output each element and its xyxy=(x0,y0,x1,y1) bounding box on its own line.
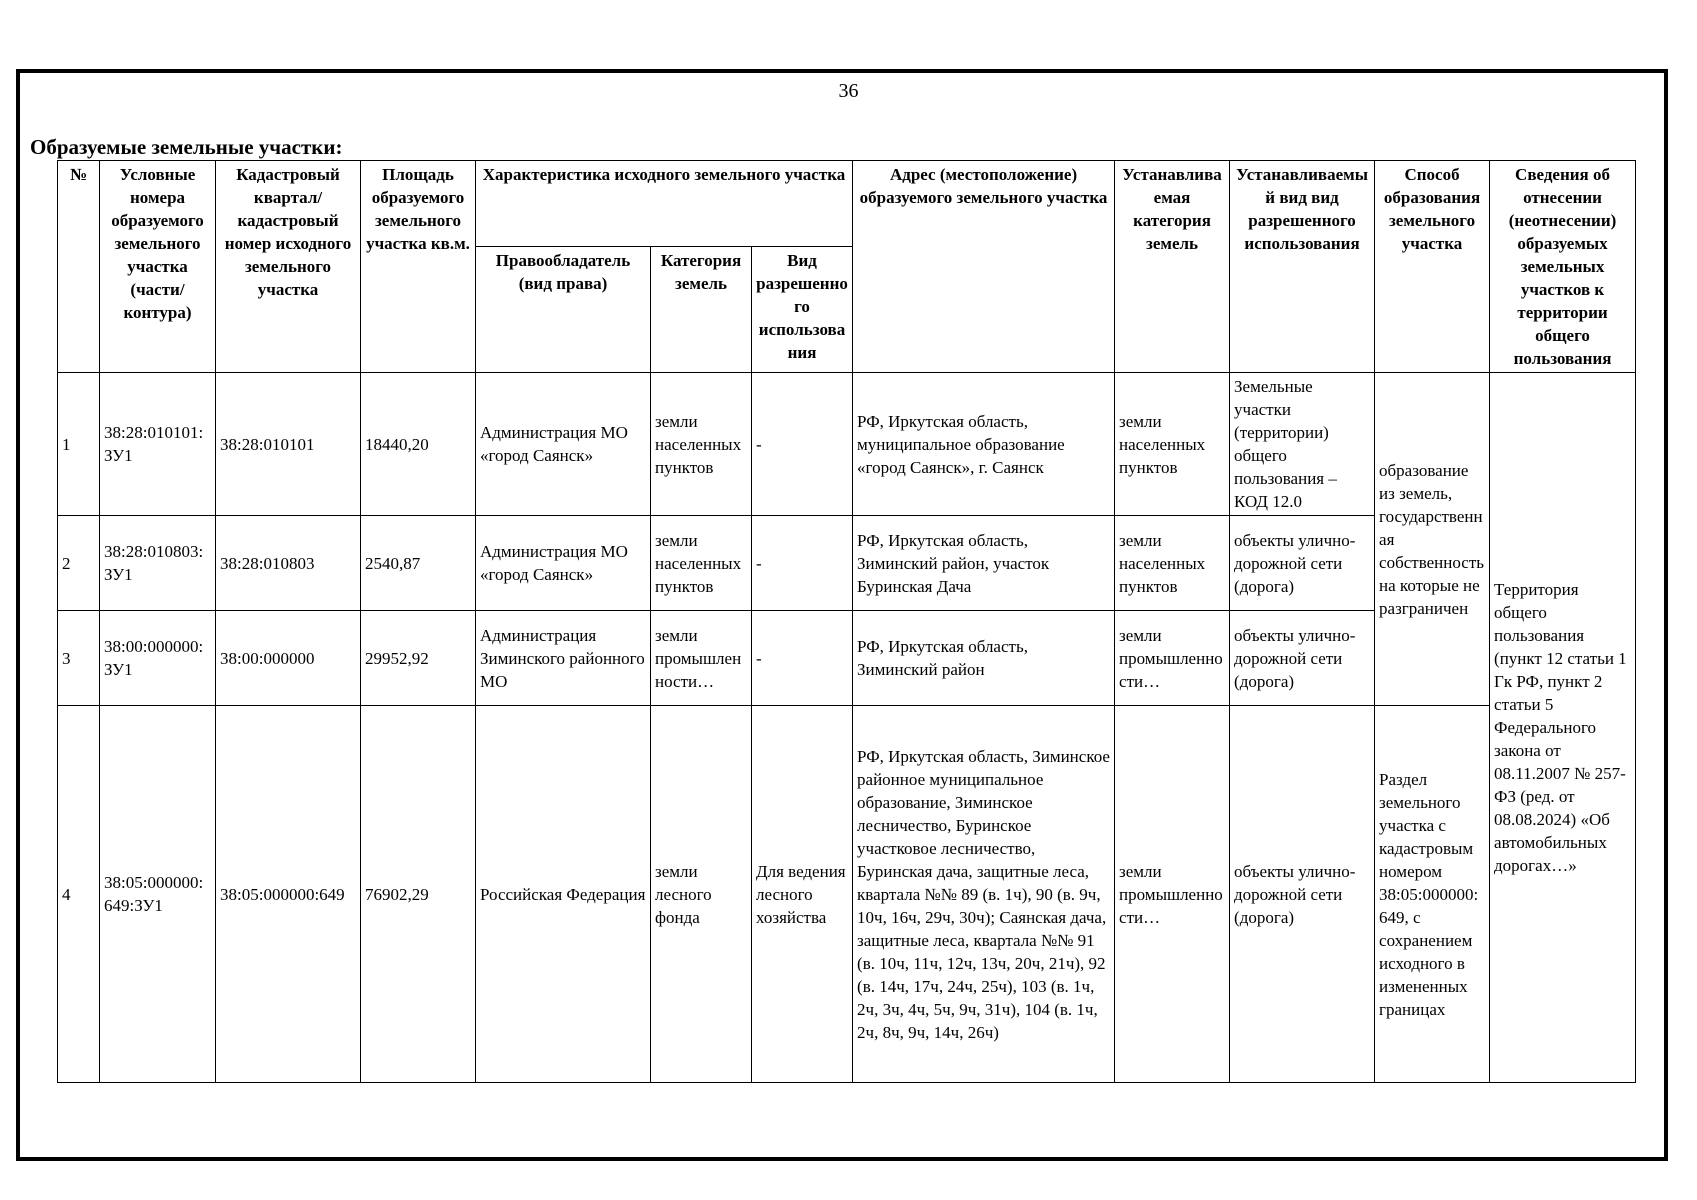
row-category: земли населенных пунктов xyxy=(651,516,752,611)
header-owner: Правообладатель (вид права) xyxy=(476,247,651,373)
document-title: Образуемые земельные участки: xyxy=(30,135,343,159)
header-public-info: Сведения об отнесении (неотнесении) образуемых земельных участков к территории общего пользования xyxy=(1490,161,1636,373)
row-owner: Российская Федерация xyxy=(476,706,651,1083)
row-area: 29952,92 xyxy=(361,611,476,706)
row-num: 1 xyxy=(58,373,100,516)
header-method: Способ образования земельного участка xyxy=(1375,161,1490,373)
row-area: 76902,29 xyxy=(361,706,476,1083)
row-address: РФ, Иркутская область, Зиминский район xyxy=(853,611,1115,706)
row-owner: Администрация Зиминского районного МО xyxy=(476,611,651,706)
header-set-category: Устанавливаемая категория земель xyxy=(1115,161,1230,373)
header-row-1 xyxy=(58,161,1636,247)
row-permitted-use: - xyxy=(752,516,853,611)
row-owner: Администрация МО «город Саянск» xyxy=(476,373,651,516)
row-conditional-number: 38:05:000000:649:ЗУ1 xyxy=(100,706,216,1083)
header-area: Площадь образуемого земельного участка кв.м. xyxy=(361,161,476,373)
row-permitted-use: - xyxy=(752,373,853,516)
row-cadastral: 38:28:010803 xyxy=(216,516,361,611)
row-set-use: объекты улично-дорожной сети (дорога) xyxy=(1230,611,1375,706)
public-info-cell: Территория общего пользования (пункт 12 статьи 1 Гк РФ, пункт 2 статьи 5 Федерального закона от 08.11.2007 № 257-ФЗ (ред. от 08.08.2024) «Об автомобильных дорогах…» xyxy=(1490,373,1636,1083)
row-permitted-use: - xyxy=(752,611,853,706)
table-row xyxy=(58,373,1636,516)
header-source-characteristics: Характеристика исходного земельного участка xyxy=(476,161,853,247)
row-set-use: Земельные участки (территории) общего пользования – КОД 12.0 xyxy=(1230,373,1375,516)
table-row xyxy=(58,706,1636,1083)
row-cadastral: 38:00:000000 xyxy=(216,611,361,706)
header-address: Адрес (местоположение) образуемого земельного участка xyxy=(853,161,1115,373)
row-set-category: земли промышленности… xyxy=(1115,611,1230,706)
row-set-category: земли населенных пунктов xyxy=(1115,516,1230,611)
row-cadastral: 38:28:010101 xyxy=(216,373,361,516)
row-conditional-number: 38:00:000000:ЗУ1 xyxy=(100,611,216,706)
header-num: № xyxy=(58,161,100,373)
row-conditional-number: 38:28:010803:ЗУ1 xyxy=(100,516,216,611)
row-category: земли населенных пунктов xyxy=(651,373,752,516)
row-cadastral: 38:05:000000:649 xyxy=(216,706,361,1083)
method-cell-row-4: Раздел земельного участка с кадастровым номером 38:05:000000:649, с сохранением исходного в измененных границах xyxy=(1375,706,1490,1083)
land-plots-table xyxy=(57,160,1636,1083)
row-owner: Администрация МО «город Саянск» xyxy=(476,516,651,611)
page-number: 36 xyxy=(838,80,859,102)
row-address: РФ, Иркутская область, Зиминский район, участок Буринская Дача xyxy=(853,516,1115,611)
row-num: 4 xyxy=(58,706,100,1083)
row-set-use: объекты улично-дорожной сети (дорога) xyxy=(1230,706,1375,1083)
header-cadastral: Кадастровый квартал/кадастровый номер исходного земельного участка xyxy=(216,161,361,373)
row-num: 3 xyxy=(58,611,100,706)
row-set-category: земли промышленности… xyxy=(1115,706,1230,1083)
row-set-category: земли населенных пунктов xyxy=(1115,373,1230,516)
header-conditional-number: Условные номера образуемого земельного участка (части/контура) xyxy=(100,161,216,373)
header-category: Категория земель xyxy=(651,247,752,373)
row-category: земли промышленности… xyxy=(651,611,752,706)
row-address: РФ, Иркутская область, муниципальное образование «город Саянск», г. Саянск xyxy=(853,373,1115,516)
header-set-use: Устанавливаемый вид вид разрешенного использования xyxy=(1230,161,1375,373)
header-permitted-use: Вид разрешенного использования xyxy=(752,247,853,373)
row-permitted-use: Для ведения лесного хозяйства xyxy=(752,706,853,1083)
row-conditional-number: 38:28:010101:ЗУ1 xyxy=(100,373,216,516)
row-area: 2540,87 xyxy=(361,516,476,611)
row-category: земли лесного фонда xyxy=(651,706,752,1083)
method-cell-rows-1-3: образование из земель, государственная собственность на которые не разграничен xyxy=(1375,373,1490,706)
row-area: 18440,20 xyxy=(361,373,476,516)
row-address: РФ, Иркутская область, Зиминское районное муниципальное образование, Зиминское лесничество, Буринское участковое лесничество, Буринская дача, защитные леса, квартала №№ 89 (в. 1ч), 90 (в. 9ч, 10ч, 16ч, 29ч, 30ч); Саянская дача, защитные леса, квартала №№ 91 (в. 10ч, 11ч, 12ч, 13ч, 20ч, 21ч), 92 (в. 14ч, 17ч, 24ч, 25ч), 103 (в. 1ч, 2ч, 3ч, 4ч, 5ч, 9ч, 31ч), 104 (в. 1ч, 2ч, 8ч, 9ч, 14ч, 26ч) xyxy=(853,706,1115,1083)
row-num: 2 xyxy=(58,516,100,611)
row-set-use: объекты улично-дорожной сети (дорога) xyxy=(1230,516,1375,611)
